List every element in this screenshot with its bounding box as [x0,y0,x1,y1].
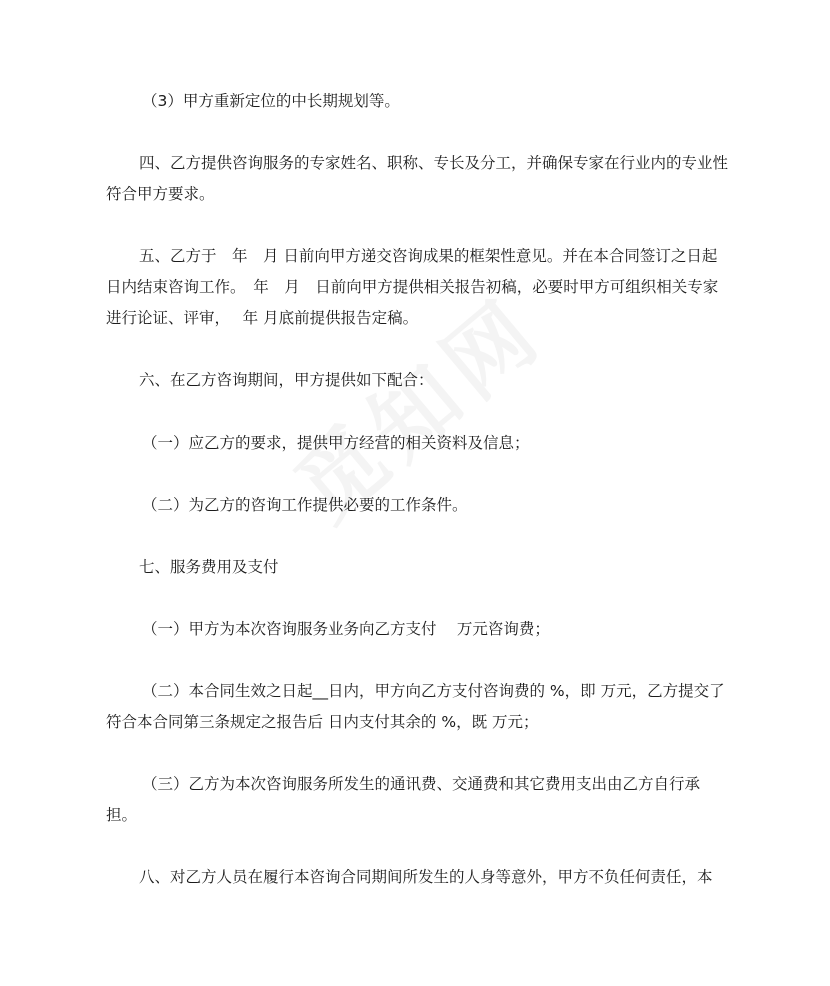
paragraph-6-1: （一）应乙方的要求，提供甲方经营的相关资料及信息； [142,434,530,452]
paragraph-section-4: 四、乙方提供咨询服务的专家姓名、职称、专长及分工，并确保专家在行业内的专业性符合甲方要求。 [106,154,729,203]
paragraph-section-7: 七、服务费用及支付 [139,558,279,576]
paragraph-7-1: （一）甲方为本次咨询服务业务向乙方支付 万元咨询费； [142,620,550,638]
paragraph-section-5: 五、乙方于 年 月 日前向甲方递交咨询成果的框架性意见。并在本合同签订之日起日内结束咨询工作。 年 月 日前向甲方提供相关报告初稿，必要时甲方可组织相关专家进行论证、评审， 年 月底前提供报告定稿。 [106,247,719,327]
paragraph-3-plan: （3）甲方重新定位的中长期规划等。 [142,92,400,110]
paragraph-6-2: （二）为乙方的咨询工作提供必要的工作条件。 [142,496,468,514]
paragraph-section-8: 八、对乙方人员在履行本咨询合同期间所发生的人身等意外，甲方不负任何责任，本 [139,868,713,886]
paragraph-section-6: 六、在乙方咨询期间，甲方提供如下配合： [139,371,434,389]
paragraph-7-3: （三）乙方为本次咨询服务所发生的通讯费、交通费和其它费用支出由乙方自行承担。 [106,775,701,824]
paragraph-7-2: （二）本合同生效之日起__日内，甲方向乙方支付咨询费的 %，即 万元，乙方提交了符合本合同第三条规定之报告后 日内支付其余的 %，既 万元； [106,682,725,731]
